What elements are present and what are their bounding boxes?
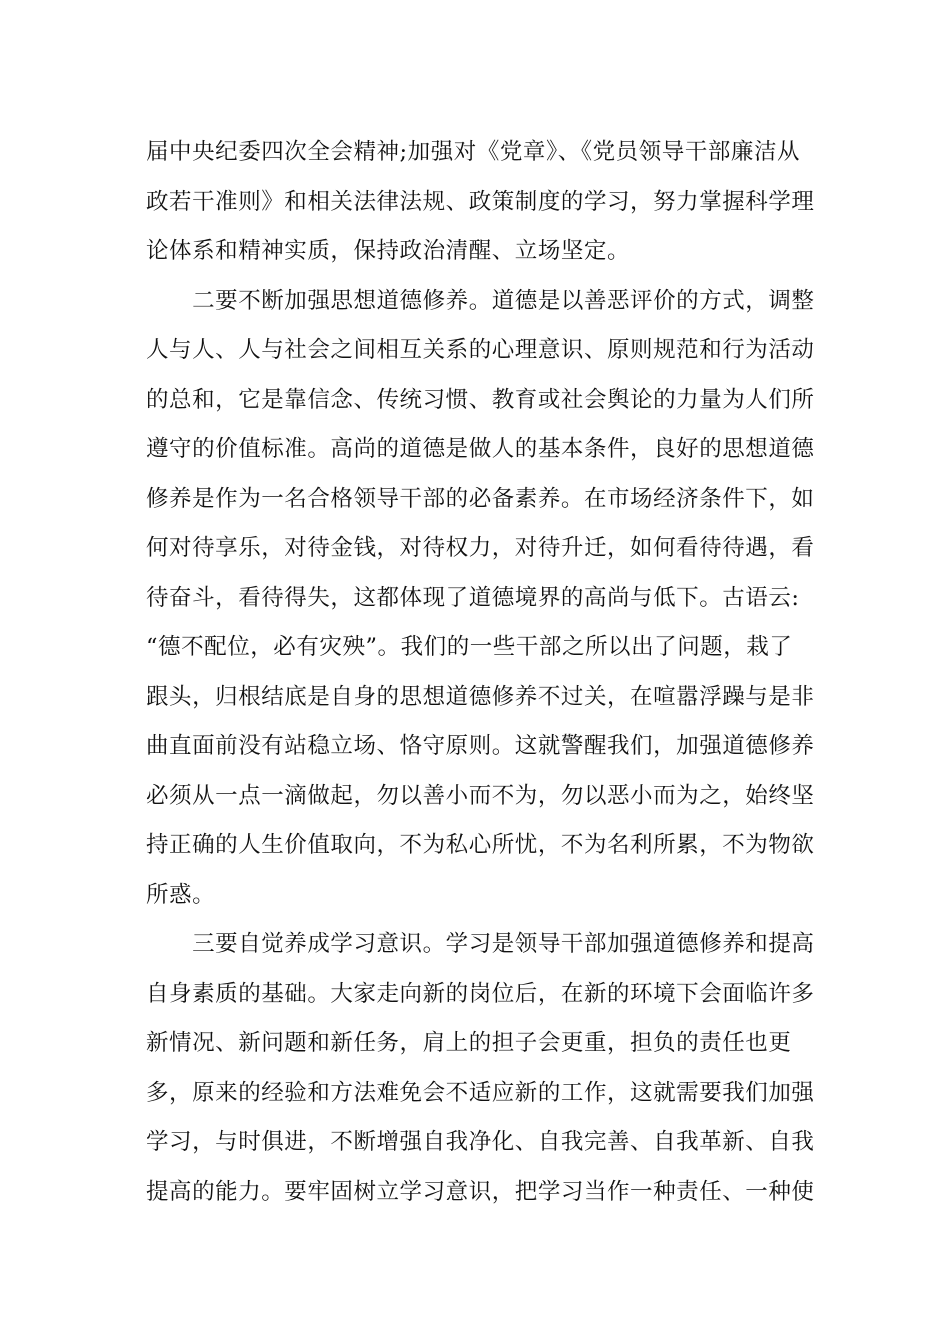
text-line: 跟头，归根结底是自身的思想道德修养不过关，在喧嚣浮躁与是非 (146, 683, 815, 710)
text-line: 二要不断加强思想道德修养。道德是以善恶评价的方式，调整 (146, 287, 815, 314)
text-line: 提高的能力。要牢固树立学习意识，把学习当作一种责任、一种使 (146, 1178, 815, 1205)
text-line: 论体系和精神实质，保持政治清醒、立场坚定。 (146, 238, 631, 264)
text-line: 待奋斗，看待得失，这都体现了道德境界的高尚与低下。古语云: (146, 584, 800, 611)
text-line: 政若干准则》和相关法律法规、政策制度的学习，努力掌握科学理 (146, 188, 815, 215)
text-line: 届中央纪委四次全会精神;加强对《党章》、《党员领导干部廉洁从 (146, 139, 801, 165)
text-line: 修养是作为一名合格领导干部的必备素养。在市场经济条件下，如 (146, 485, 815, 512)
text-line: 必须从一点一滴做起，勿以善小而不为，勿以恶小而为之，始终坚 (146, 782, 815, 809)
text-line: 三要自觉养成学习意识。学习是领导干部加强道德修养和提高 (146, 931, 815, 957)
text-line: 持正确的人生价值取向，不为私心所忧，不为名利所累，不为物欲 (146, 832, 815, 858)
text-line: 所惑。 (146, 881, 216, 908)
text-line: “德不配位，必有灾殃”。我们的一些干部之所以出了问题，栽了 (146, 634, 793, 660)
text-line: 曲直面前没有站稳立场、恪守原则。这就警醒我们，加强道德修养 (146, 733, 815, 759)
text-line: 学习，与时俱进，不断增强自我净化、自我完善、自我革新、自我 (146, 1129, 815, 1155)
text-line: 自身素质的基础。大家走向新的岗位后，在新的环境下会面临许多 (146, 980, 815, 1007)
text-line: 何对待享乐，对待金钱，对待权力，对待升迁，如何看待待遇，看 (146, 535, 815, 561)
body-text (146, 128, 815, 1217)
text-line: 的总和，它是靠信念、传统习惯、教育或社会舆论的力量为人们所 (146, 386, 815, 413)
text-line: 新情况、新问题和新任务，肩上的担子会更重，担负的责任也更 (146, 1030, 792, 1056)
text-line: 遵守的价值标准。高尚的道德是做人的基本条件，良好的思想道德 (146, 436, 815, 462)
text-line: 人与人、人与社会之间相互关系的心理意识、原则规范和行为活动 (146, 337, 815, 363)
text-line: 多，原来的经验和方法难免会不适应新的工作，这就需要我们加强 (146, 1079, 815, 1106)
